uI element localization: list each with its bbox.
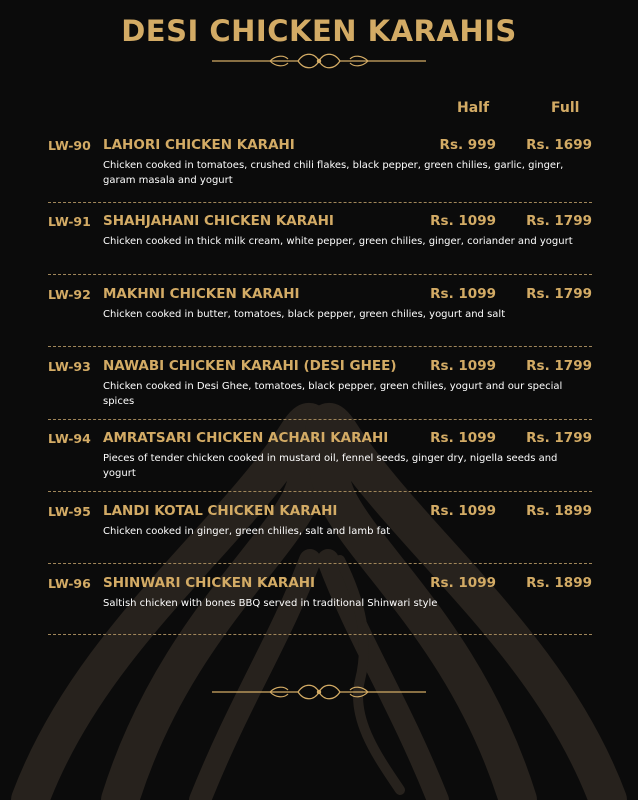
item-code: LW-92 [48,287,91,302]
item-price-full: Rs. 1699 [526,137,592,153]
item-code: LW-90 [48,138,91,153]
item-price-full: Rs. 1799 [526,430,592,446]
item-description: Chicken cooked in thick milk cream, white pepper, green chilies, ginger, coriander and yogurt [103,236,573,247]
item-name: SHINWARI CHICKEN KARAHI [103,575,316,591]
item-price-full: Rs. 1799 [526,286,592,302]
item-divider [48,563,592,564]
item-name: NAWABI CHICKEN KARAHI (DESI GHEE) [103,358,397,374]
item-code: LW-95 [48,504,91,519]
item-name: AMRATSARI CHICKEN ACHARI KARAHI [103,430,389,446]
item-price-half: Rs. 1099 [430,213,496,229]
item-divider [48,634,592,635]
item-description: Chicken cooked in ginger, green chilies, salt and lamb fat [103,526,391,537]
item-price-full: Rs. 1799 [526,358,592,374]
item-description: Pieces of tender chicken cooked in mustard oil, fennel seeds, ginger dry, nigella seeds and yogurt [103,453,558,479]
item-name: MAKHNI CHICKEN KARAHI [103,286,300,302]
item-code: LW-96 [48,576,91,591]
item-description: Chicken cooked in Desi Ghee, tomatoes, black pepper, green chilies, yogurt and our special spices [103,381,563,407]
item-description: Chicken cooked in butter, tomatoes, black pepper, green chilies, yogurt and salt [103,309,506,320]
item-price-full: Rs. 1899 [526,503,592,519]
item-price-full: Rs. 1799 [526,213,592,229]
item-price-half: Rs. 1099 [430,286,496,302]
item-price-half: Rs. 1099 [430,575,496,591]
item-price-half: Rs. 1099 [430,503,496,519]
column-header-half: Half [457,100,490,116]
item-code: LW-91 [48,214,91,229]
item-price-half: Rs. 1099 [430,358,496,374]
item-divider [48,202,592,203]
item-divider [48,274,592,275]
page-title: DESI CHICKEN KARAHIS [121,14,517,48]
item-price-full: Rs. 1899 [526,575,592,591]
item-divider [48,419,592,420]
item-code: LW-93 [48,359,91,374]
item-divider [48,491,592,492]
item-price-half: Rs. 999 [439,137,496,153]
item-divider [48,346,592,347]
item-description: Chicken cooked in tomatoes, crushed chili flakes, black pepper, green chilies, garlic, ginger, garam masala and yogurt [103,160,564,186]
item-code: LW-94 [48,431,91,446]
item-price-half: Rs. 1099 [430,430,496,446]
gold-flourish-divider-icon [210,50,428,72]
item-description: Saltish chicken with bones BBQ served in traditional Shinwari style [103,598,438,609]
column-header-full: Full [551,100,580,116]
item-name: SHAHJAHANI CHICKEN KARAHI [103,213,334,229]
item-name: LANDI KOTAL CHICKEN KARAHI [103,503,338,519]
item-name: LAHORI CHICKEN KARAHI [103,137,295,153]
gold-flourish-divider-icon [210,681,428,703]
